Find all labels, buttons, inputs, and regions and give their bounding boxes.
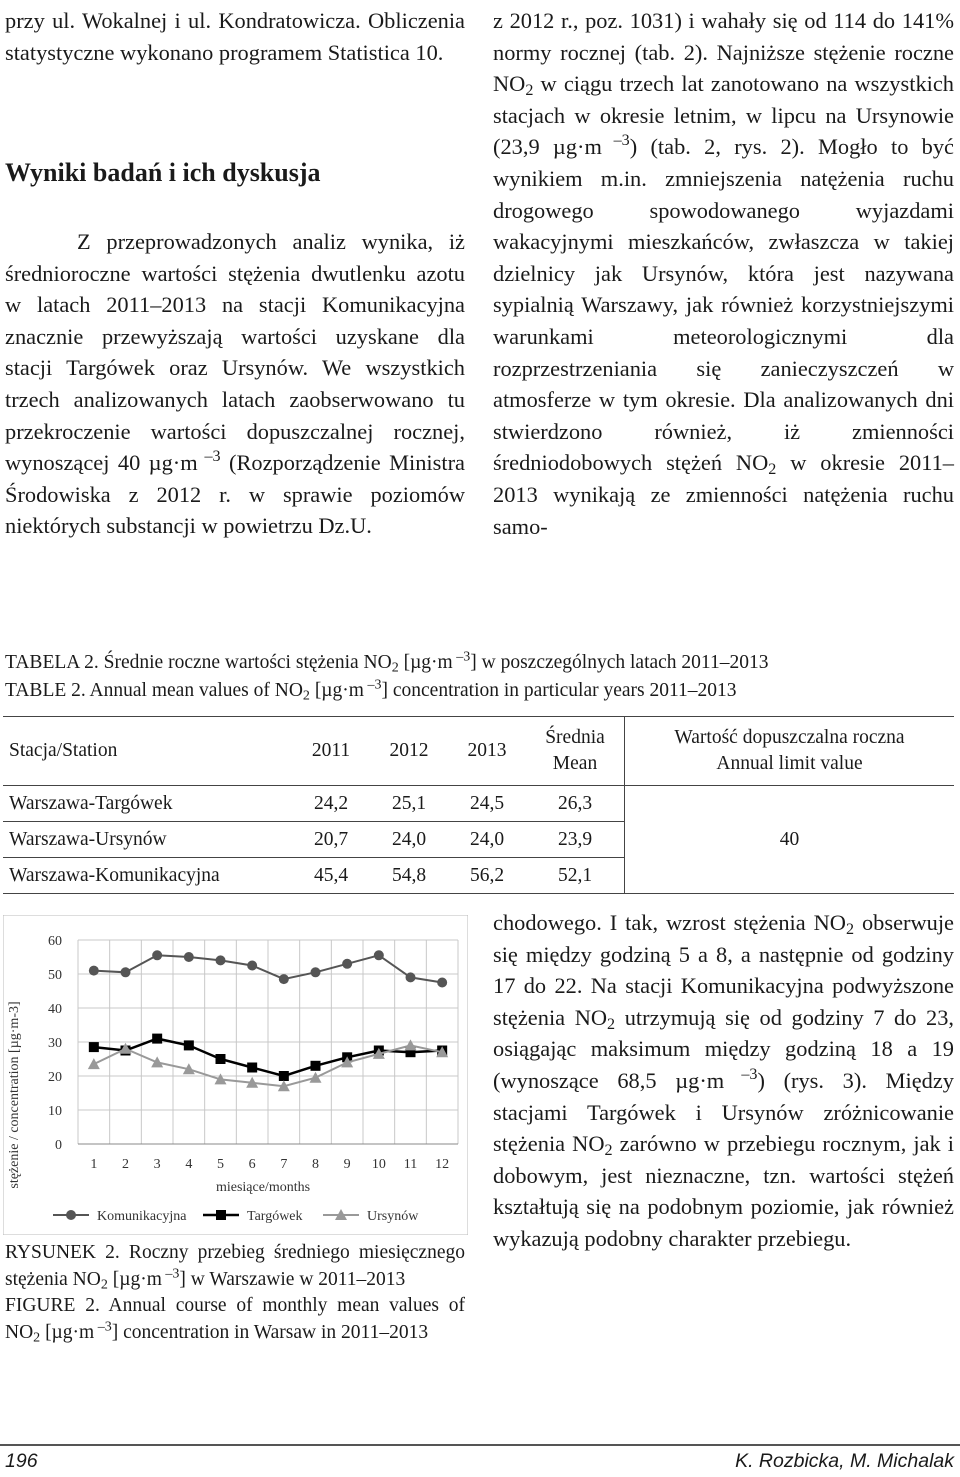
data-point-square xyxy=(311,1061,321,1071)
left-column-top xyxy=(5,5,465,68)
data-point-circle xyxy=(216,955,226,965)
discussion-text-2: w ciągu trzech lat zanotowano na wszystkich stacjach w okresie letnim, w lipcu na Ursynowie (23,9 µg·m xyxy=(493,71,954,160)
subscript: 2 xyxy=(302,687,310,704)
exponent: –3 xyxy=(452,648,471,665)
right-column-bottom xyxy=(493,907,954,1255)
caption-text: [µg·m xyxy=(107,1268,162,1290)
header-limit-en: Annual limit value xyxy=(716,753,863,774)
cell-2012: 25,1 xyxy=(370,786,448,822)
caption-text: [µg·m xyxy=(40,1321,95,1343)
data-point-circle xyxy=(121,967,131,977)
header-mean-pl: Średnia xyxy=(545,727,605,748)
x-tick-label: 10 xyxy=(371,1157,386,1172)
figure-caption xyxy=(5,1240,465,1346)
header-2011: 2011 xyxy=(292,717,370,786)
caption-text: TABELA 2. Średnie roczne wartości stężenia NO xyxy=(5,652,392,673)
table-caption-pl xyxy=(5,649,768,676)
hourly-paragraph xyxy=(493,907,954,1255)
x-tick-label: 3 xyxy=(153,1157,161,1172)
right-column-top xyxy=(493,5,954,542)
data-point-square xyxy=(216,1054,226,1064)
caption-text: ] concentration in Warsaw in 2011–2013 xyxy=(111,1321,429,1343)
legend-label: Komunikacyjna xyxy=(97,1209,187,1224)
exponent: –3 xyxy=(197,448,221,466)
figure-chart xyxy=(3,915,468,1235)
data-point-square xyxy=(279,1071,289,1081)
header-2013: 2013 xyxy=(448,717,526,786)
cell-2012: 54,8 xyxy=(370,858,448,894)
cell-2013: 24,0 xyxy=(448,822,526,858)
data-point-circle xyxy=(279,974,289,984)
data-point-square xyxy=(89,1042,99,1052)
exponent: –3 xyxy=(94,1317,112,1334)
header-2012: 2012 xyxy=(370,717,448,786)
data-point-square xyxy=(184,1040,194,1050)
data-point-circle xyxy=(437,978,447,988)
footer-authors: K. Rozbicka, M. Michalak xyxy=(735,1450,954,1472)
results-text: Z przeprowadzonych analiz wynika, iż średnioroczne wartości stężenia dwutlenku azotu w latach 2011–2013 na stacji Komunikacyjna znacznie przewyższają wartości uzyskane dla stacji Targówek oraz Ursynów. We wszystkich trzech analizowanych latach zaobserwowano tu przekroczenie wartości dopuszczalnej rocznej, wynoszącej xyxy=(5,229,465,476)
x-tick-label: 11 xyxy=(403,1157,418,1172)
cell-mean: 23,9 xyxy=(526,822,625,858)
caption-text: ] w Warszawie w 2011–2013 xyxy=(179,1268,406,1290)
header-limit xyxy=(625,717,955,786)
cell-mean: 52,1 xyxy=(526,858,625,894)
y-tick-label: 40 xyxy=(48,1002,62,1017)
hourly-text-5: zarówno w przebiegu rocznym, jak i dobowym, jest nieznaczne, tzn. wartości stężeń kształtują się na podobnym poziomie, jak również wykazują podobny charakter przebiegu. xyxy=(493,1131,955,1251)
subscript: 2 xyxy=(33,1329,41,1345)
table-header-row xyxy=(3,717,954,786)
caption-text: FIGURE 2. Annual course of monthly mean values of NO xyxy=(5,1295,465,1343)
figure-caption-pl xyxy=(5,1240,465,1293)
x-tick-label: 12 xyxy=(435,1157,450,1172)
data-point-circle xyxy=(374,950,384,960)
cell-mean: 26,3 xyxy=(526,786,625,822)
x-tick-label: 1 xyxy=(90,1157,98,1172)
caption-text: ] concentration in particular years 2011–2013 xyxy=(381,680,737,701)
intro-paragraph: przy ul. Wokalnej i ul. Kondratowicza. Obliczenia statystyczne wykonano programem Statistica 10. xyxy=(5,8,465,65)
data-point-square xyxy=(152,1034,162,1044)
header-mean xyxy=(526,717,625,786)
y-tick-label: 30 xyxy=(48,1036,62,1051)
x-axis-label: miesiące/months xyxy=(215,1180,311,1195)
subscript: 2 xyxy=(604,1142,613,1160)
data-point-circle xyxy=(342,959,352,969)
cell-limit: 40 xyxy=(625,786,955,894)
caption-text: RYSUNEK 2. Roczny przebieg średniego miesięcznego stężenia NO xyxy=(5,1242,465,1290)
data-point-circle xyxy=(89,966,99,976)
data-point-circle xyxy=(247,961,257,971)
subscript: 2 xyxy=(607,1015,616,1033)
y-axis-label: stężenie / concentration [µg·m-3] xyxy=(7,1001,22,1189)
discussion-paragraph xyxy=(493,5,954,542)
exponent: –3 xyxy=(363,676,382,693)
data-point-square xyxy=(216,1210,226,1220)
results-text-cont: (Rozporządzenie Ministra Środowiska z 2012 r. w sprawie poziomów niektórych substancji w powietrzu Dz.U. xyxy=(5,450,465,539)
cell-2013: 24,5 xyxy=(448,786,526,822)
data-point-circle xyxy=(311,967,321,977)
exponent: –3 xyxy=(724,1066,758,1084)
data-point-square xyxy=(247,1063,257,1073)
header-limit-pl: Wartość dopuszczalna roczna xyxy=(674,727,905,748)
left-column-body xyxy=(5,226,465,542)
footer-rule xyxy=(0,1444,960,1446)
hourly-text-4: ) (rys. 3). Między stacjami Targówek i Ursynów zróżnicowanie stężenia NO xyxy=(493,1067,955,1157)
figure-caption-en xyxy=(5,1293,465,1346)
cell-station: Warszawa-Ursynów xyxy=(3,822,292,858)
cell-station: Warszawa-Targówek xyxy=(3,786,292,822)
y-tick-label: 50 xyxy=(48,968,62,983)
hourly-text-3: utrzymują się od godziny 7 do 23, osiągając maksimum między godziną 18 a 19 (wynoszące 68,5 µg·m xyxy=(493,1004,955,1093)
results-paragraph xyxy=(5,226,465,542)
monthly-no2-chart xyxy=(3,915,468,1235)
data-point-circle xyxy=(66,1210,76,1220)
exponent: –3 xyxy=(161,1264,180,1281)
header-station: Stacja/Station xyxy=(3,717,292,786)
cell-2011: 24,2 xyxy=(292,786,370,822)
hourly-text-2: obserwuje się między godziną 5 a 8, a następnie od godziny 17 do 22. Na stacji Komunikacyjna podwyższone stężenia NO xyxy=(493,910,954,1030)
data-point-circle xyxy=(406,972,416,982)
x-tick-label: 6 xyxy=(248,1157,256,1172)
x-tick-label: 9 xyxy=(343,1157,351,1172)
section-heading: Wyniki badań i ich dyskusja xyxy=(5,158,321,187)
exponent: –3 xyxy=(601,132,630,150)
caption-text: ] w poszczególnych latach 2011–2013 xyxy=(470,652,769,673)
caption-text: [µg·m xyxy=(398,652,453,673)
caption-text: [µg·m xyxy=(309,680,364,701)
page-number: 196 xyxy=(5,1450,38,1472)
y-tick-label: 60 xyxy=(48,934,62,949)
y-tick-label: 20 xyxy=(48,1070,62,1085)
hourly-text-1: chodowego. I tak, wzrost stężenia NO xyxy=(493,910,846,935)
subscript: 2 xyxy=(845,921,855,939)
header-mean-en: Mean xyxy=(552,753,598,774)
legend-label: Ursynów xyxy=(367,1209,419,1224)
table-caption-en xyxy=(5,677,737,704)
cell-station: Warszawa-Komunikacyjna xyxy=(3,858,292,894)
discussion-text-3: ) (tab. 2, rys. 2). Mogło to być wynikiem m.in. zmniejszenia natężenia ruchu drogowego spowodowanego wyjazdami wakacyjnymi mieszkańców, zwłaszcza w takiej dzielnicy jak Ursynów, która jest nazywana sypialnią Warszawy, jak również korzystniejszymi warunkami meteorologicznymi dla rozprzestrzeniania się zanieczyszczeń w atmosferze w tym okresie. Dla analizowanych dni stwierdzono również, iż zmienności średniodobowych stężeń NO xyxy=(493,134,954,476)
x-tick-label: 8 xyxy=(312,1157,319,1172)
discussion-text-1: z 2012 r., poz. 1031) i wahały się od 114 do 141% normy rocznej (tab. 2). Najniższe stężenie roczne NO xyxy=(493,8,954,97)
legend-label: Targówek xyxy=(247,1209,303,1224)
caption-text: TABLE 2. Annual mean values of NO xyxy=(5,680,303,701)
subscript: 2 xyxy=(100,1276,108,1292)
x-tick-label: 5 xyxy=(217,1157,224,1172)
subscript: 2 xyxy=(525,82,534,100)
x-tick-label: 7 xyxy=(280,1157,288,1172)
y-tick-label: 10 xyxy=(48,1104,62,1119)
cell-2011: 45,4 xyxy=(292,858,370,894)
y-tick-label: 0 xyxy=(55,1138,62,1153)
cell-2012: 24,0 xyxy=(370,822,448,858)
subscript: 2 xyxy=(768,461,777,479)
data-point-circle xyxy=(184,952,194,962)
limit-value-text: 40 µg·m xyxy=(117,450,198,476)
cell-2013: 56,2 xyxy=(448,858,526,894)
cell-2011: 20,7 xyxy=(292,822,370,858)
data-point-circle xyxy=(152,950,162,960)
subscript: 2 xyxy=(391,659,399,676)
x-tick-label: 4 xyxy=(185,1157,193,1172)
concentration-table xyxy=(3,716,954,894)
x-tick-label: 2 xyxy=(122,1157,129,1172)
discussion-text-4: w okresie 2011–2013 wynikają ze zmienności natężenia ruchu samo- xyxy=(493,450,954,539)
table-row xyxy=(3,786,954,822)
